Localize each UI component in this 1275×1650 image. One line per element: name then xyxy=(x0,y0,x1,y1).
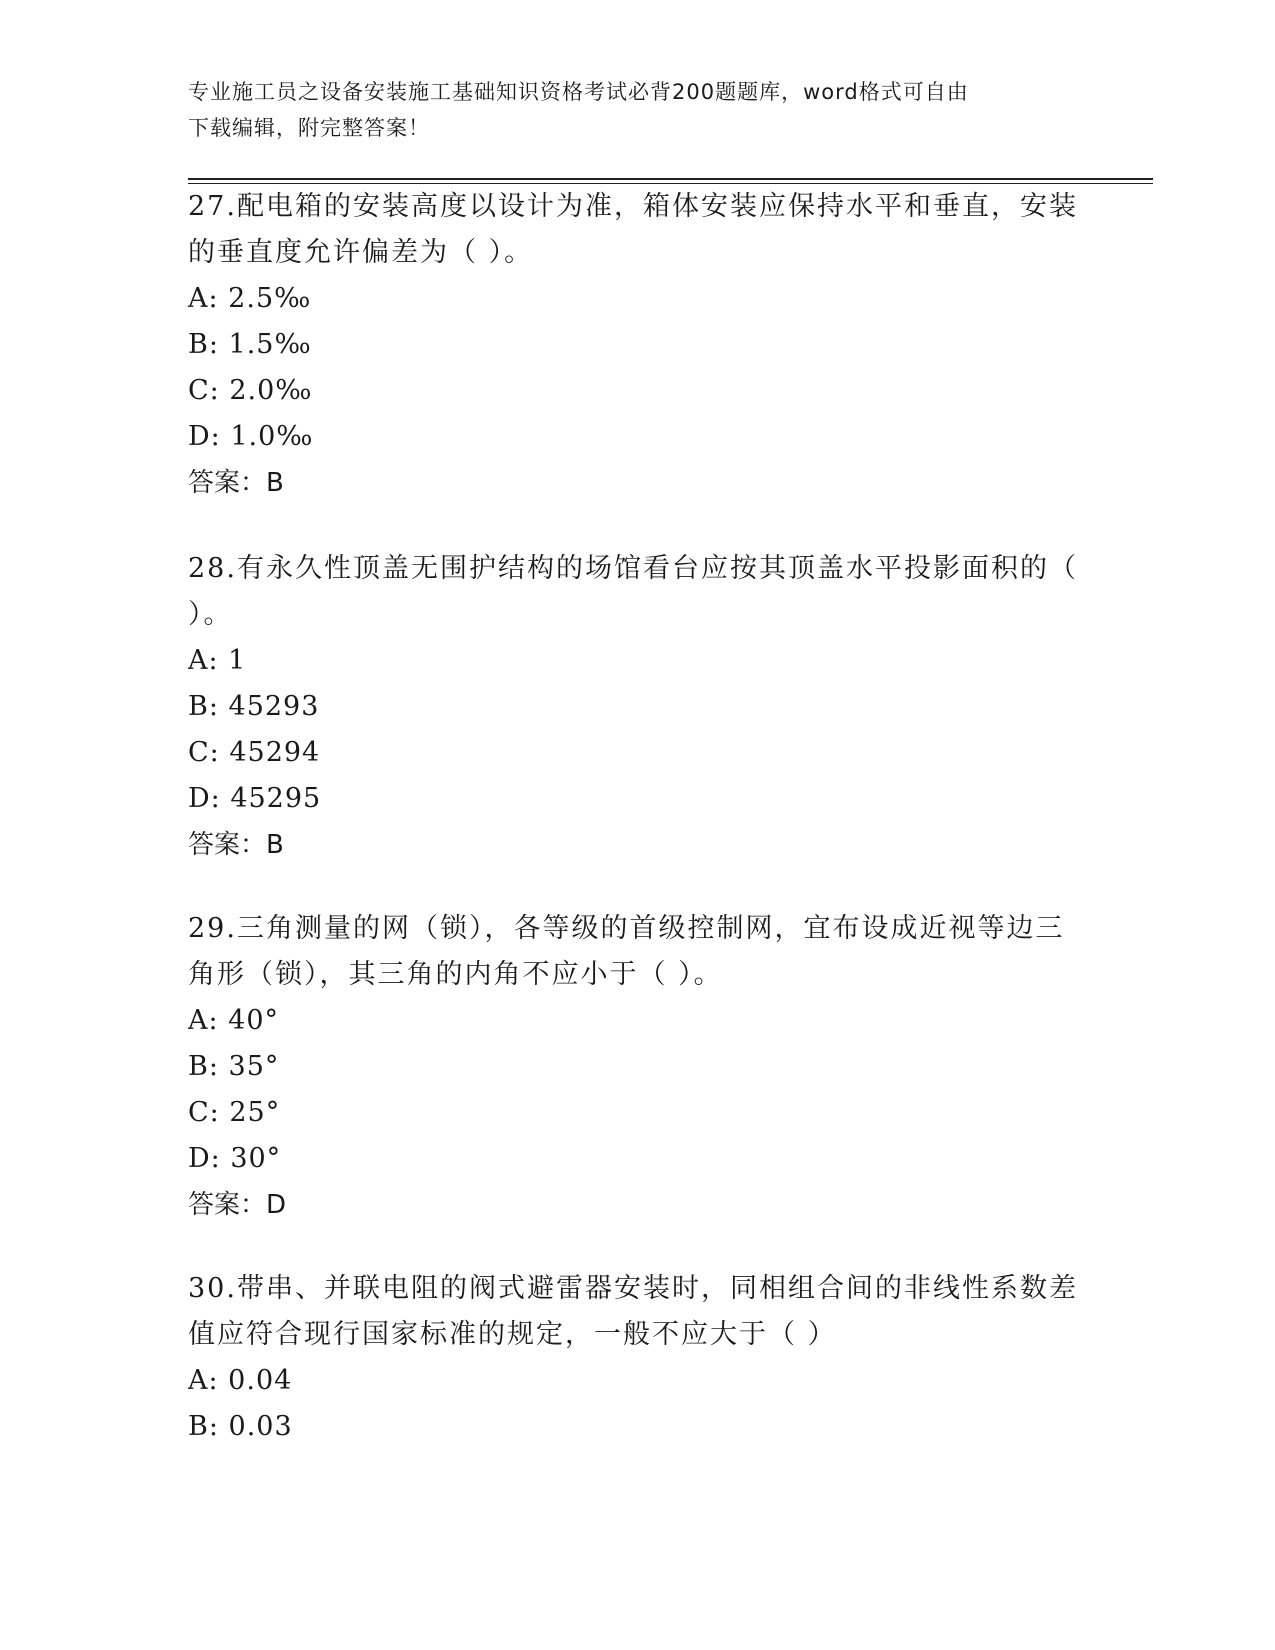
option-a: A: 0.04 xyxy=(188,1365,293,1396)
answer: 答案：B xyxy=(188,830,284,860)
option-b: B: 35° xyxy=(188,1051,280,1082)
option-c: C: 25° xyxy=(188,1097,281,1128)
question-30 xyxy=(188,1266,1088,1450)
question-text-line-1: 28.有永久性顶盖无围护结构的场馆看台应按其顶盖水平投影面积的（ xyxy=(188,553,1078,584)
header-line-1: 专业施工员之设备安装施工基础知识资格考试必背200题题库，word格式可自由 xyxy=(188,80,969,104)
header-divider-thick xyxy=(188,178,1153,180)
question-27 xyxy=(188,184,1088,506)
question-text-line-1: 29.三角测量的网（锁），各等级的首级控制网，宜布设成近视等边三 xyxy=(188,913,1065,944)
option-b: B: 1.5‰ xyxy=(188,329,312,360)
document-header xyxy=(188,74,1088,146)
question-text-line-1: 30.带串、并联电阻的阀式避雷器安装时，同相组合间的非线性系数差 xyxy=(188,1273,1078,1304)
option-d: D: 1.0‰ xyxy=(188,421,314,452)
option-b: B: 45293 xyxy=(188,691,320,722)
question-text-line-1: 27.配电箱的安装高度以设计为准，箱体安装应保持水平和垂直，安装 xyxy=(188,191,1078,222)
option-d: D: 30° xyxy=(188,1143,282,1174)
option-a: A: 2.5‰ xyxy=(188,283,312,314)
question-28 xyxy=(188,546,1088,868)
option-d: D: 45295 xyxy=(188,783,322,814)
option-a: A: 1 xyxy=(188,645,247,676)
option-a: A: 40° xyxy=(188,1005,280,1036)
question-text-line-2: 值应符合现行国家标准的规定，一般不应大于（ ） xyxy=(188,1319,837,1350)
option-c: C: 45294 xyxy=(188,737,321,768)
answer: 答案：D xyxy=(188,1190,287,1220)
option-b: B: 0.03 xyxy=(188,1411,293,1442)
header-line-2: 下载编辑，附完整答案！ xyxy=(188,116,430,140)
question-29 xyxy=(188,906,1088,1228)
question-text-line-2: 的垂直度允许偏差为（ ）。 xyxy=(188,237,534,268)
option-c: C: 2.0‰ xyxy=(188,375,313,406)
question-text-line-2: ）。 xyxy=(188,599,233,630)
question-text-line-2: 角形（锁），其三角的内角不应小于（ ）。 xyxy=(188,959,723,990)
answer: 答案：B xyxy=(188,468,284,498)
